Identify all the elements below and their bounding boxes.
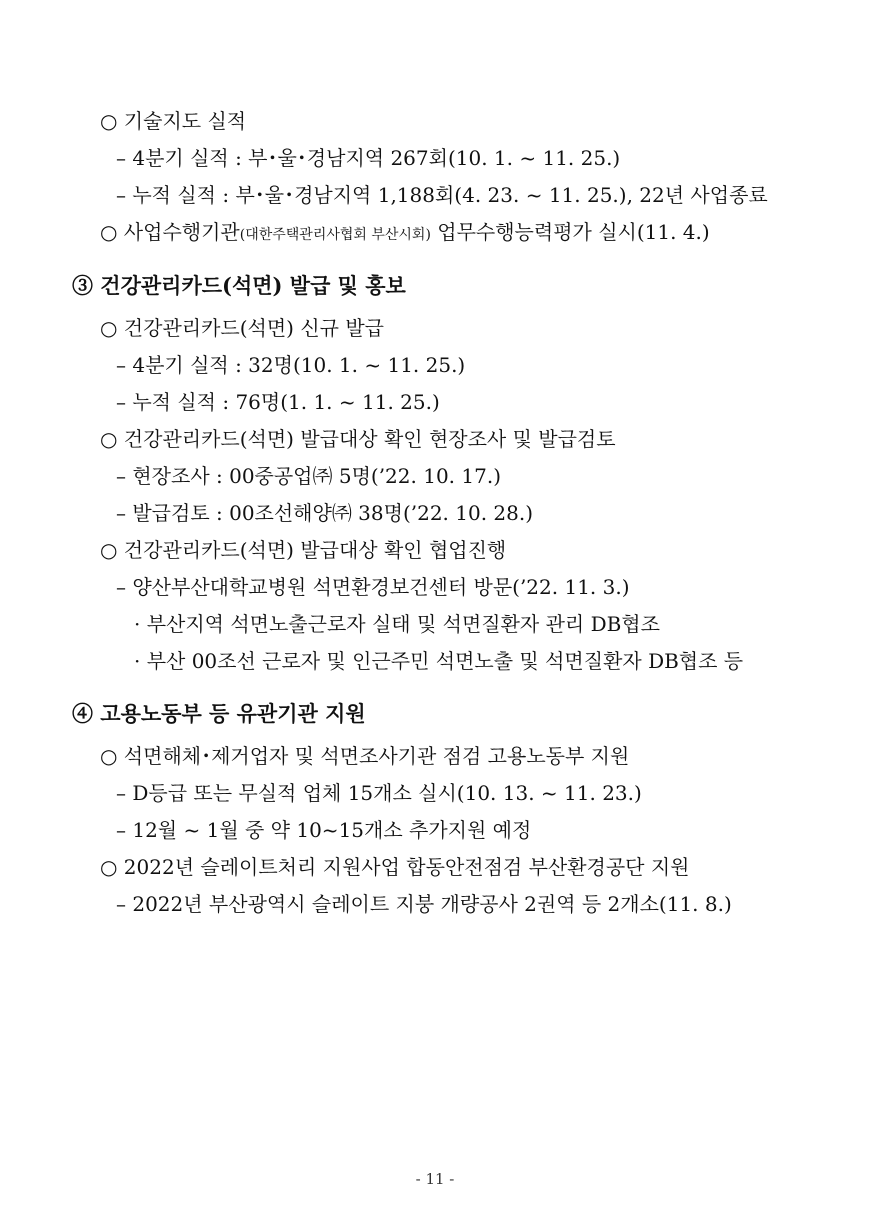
- dash-slate-roof: – 2022년 부산광역시 슬레이트 지붕 개량공사 2권역 등 2개소(11. 8.): [116, 892, 732, 916]
- bullet-tech-guidance: ○ 기술지도 실적: [100, 109, 247, 133]
- dash-issuance-review: – 발급검토 : 00조선해양㈜ 38명(’22. 10. 28.): [116, 501, 534, 525]
- bullet-inspection-support: ○ 석면해체･제거업자 및 석면조사기관 점검 고용노동부 지원: [100, 744, 630, 768]
- dash-additional-support: – 12월 ~ 1월 중 약 10~15개소 추가지원 예정: [116, 818, 532, 842]
- dash-q4-results: – 4분기 실적 : 부･울･경남지역 267회(10. 1. ~ 11. 25.): [116, 146, 621, 170]
- section-heading-agency-support: ④ 고용노동부 등 유관기관 지원: [72, 701, 366, 726]
- bullet-slate-inspection: ○ 2022년 슬레이트처리 지원사업 합동안전점검 부산환경공단 지원: [100, 855, 690, 879]
- evaluation-suffix: 업무수행능력평가 실시(11. 4.): [430, 220, 710, 244]
- evaluation-agency-note: (대한주택관리사협회 부산시회): [239, 227, 431, 243]
- dash-hospital-visit: – 양산부산대학교병원 석면환경보건센터 방문(’22. 11. 3.): [116, 575, 630, 599]
- bullet-field-survey: ○ 건강관리카드(석면) 발급대상 확인 현장조사 및 발급검토: [100, 427, 616, 451]
- dash-cumulative-results: – 누적 실적 : 부･울･경남지역 1,188회(4. 23. ~ 11. 25.), 22년 사업종료: [116, 183, 768, 207]
- page-number: - 11 -: [415, 1170, 455, 1188]
- section-heading-health-card: ③ 건강관리카드(석면) 발급 및 홍보: [72, 273, 406, 298]
- evaluation-prefix: ○ 사업수행기관: [100, 220, 240, 244]
- bullet-performance-evaluation: [0, 219, 870, 248]
- dash-q4-issuance: – 4분기 실적 : 32명(10. 1. ~ 11. 25.): [116, 353, 466, 377]
- dash-d-grade-inspection: – D등급 또는 무실적 업체 15개소 실시(10. 13. ~ 11. 23.): [116, 781, 642, 805]
- bullet-new-issuance: ○ 건강관리카드(석면) 신규 발급: [100, 316, 384, 340]
- dash-cumulative-issuance: – 누적 실적 : 76명(1. 1. ~ 11. 25.): [116, 390, 440, 414]
- dot-shipyard-db: · 부산 00조선 근로자 및 인근주민 석면노출 및 석면질환자 DB협조 등: [134, 649, 744, 673]
- bullet-collaboration: ○ 건강관리카드(석면) 발급대상 확인 협업진행: [100, 538, 507, 562]
- dot-busan-db: · 부산지역 석면노출근로자 실태 및 석면질환자 관리 DB협조: [134, 612, 660, 636]
- dash-field-survey: – 현장조사 : 00중공업㈜ 5명(’22. 10. 17.): [116, 464, 501, 488]
